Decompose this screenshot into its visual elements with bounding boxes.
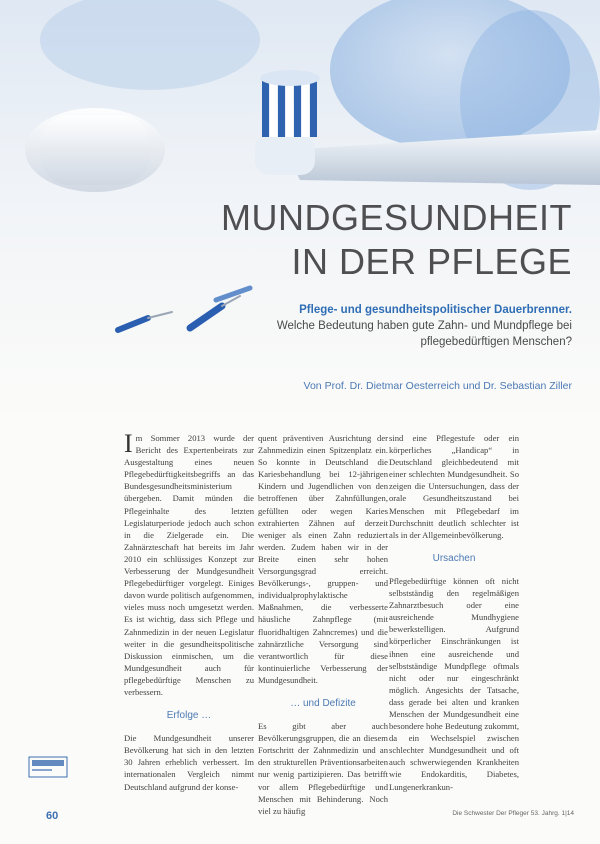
footer-publication: Die Schwester Der Pfleger 53. Jahrg. 1|14 bbox=[452, 810, 574, 817]
drop-cap: I bbox=[124, 429, 133, 458]
subhead-ursachen: Ursachen bbox=[432, 552, 476, 564]
article-lead bbox=[272, 302, 572, 350]
column-2-after: Es gibt aber auch Bevölkerungsgruppen, die an diesem Fortschritt der Zahnmedizin und an den strukturellen Präventionsarbeiten nur wenig partizipieren. Das betrifft vor allem Pflegebedürftige und Menschen mit Behinderung. Noch viel zu häufig bbox=[258, 721, 388, 816]
text-column-1 bbox=[124, 429, 254, 793]
article-title bbox=[221, 196, 572, 284]
subhead-defizite: … und Defizite bbox=[290, 697, 356, 709]
subhead-erfolge: Erfolge … bbox=[166, 710, 212, 722]
page-number: 60 bbox=[46, 810, 59, 822]
text-column-3 bbox=[389, 432, 519, 793]
publisher-logo-icon bbox=[28, 756, 68, 778]
title-line-2: IN DER PFLEGE bbox=[291, 241, 572, 282]
column-1-body: Die Mundgesundheit unserer Bevölkerung hat sich in den letzten 30 Jahren erheblich verbessert. Im internationalen Vergleich nimmt Deutschland aufgrund der konse- bbox=[124, 733, 254, 792]
column-3-after: Pflegebedürftige können oft nicht selbstständig den regelmäßigen Zahnarztbesuch oder eine ausreichende Mundhygiene bewerkstelligen. Aufgrund körperlicher Einschränkungen ist ihnen eine ausreichende und selbstständige Mundpflege oftmals nicht oder nur eingeschränkt möglich. Angesichts der Tatsache, dass gerade bei alten und kranken Menschen der Mundgesundheit eine besondere hohe Bedeutung zukommt, da ein Wechselspiel zwischen schlechter Mundgesundheit und oft auch schwerwiegenden Krankheiten wie Endokarditis, Diabetes, Lungenerkrankun- bbox=[389, 575, 519, 792]
text-column-2 bbox=[258, 432, 388, 817]
column-3-body: sind eine Pflegestufe oder ein körperliches „Handicap“ in Deutschland gleichbedeutend mit einer schlechten Mundgesundheit. So zeigen die Untersuchungen, dass der orale Gesundheitszustand bei Menschen mit Pflegebedarf im Durchschnitt deutlich schlechter ist als in der Allgemeinbevölkerung. bbox=[389, 433, 519, 540]
column-2-body: quent präventiven Ausrichtung der Zahnmedizin einen Spitzenplatz ein. So konnte in Deutschland die Kariesbehandlung bei 12-jährigen Kindern und Jugendlichen von den betroffenen über Zahnfüllungen, gefüllten oder wegen Karies extrahierten Zähnen auf derzeit weniger als einen Zahn reduziert werden. Zudem haben wir in der Breite einen sehr hohen Versorgungsgrad erreicht. Bevölkerungs-, gruppen- und individualprophylaktische Maßnahmen, die verbesserte häusliche Zahnpflege (mit fluoridhaltigen Zahncremes) und die zahnärztliche Versorgung sind verantwortlich für diese kontinuierliche Verbesserung der Mundgesundheit. bbox=[258, 433, 388, 685]
column-1-intro: m Sommer 2013 wurde der Bericht des Expertenbeirats zur Ausgestaltung eines neuen Pflegebedürftigkeitsbegriffs an das Bundesgesundheitsministerium übergeben. Damit münden die Pflegeinhalte des letzten Legislaturperiode jedoch auch schon in die Zielgerade ein. Die Zahnärzteschaft hat bereits im Jahr 2010 ein schlüssiges Konzept zur Verbesserung der Mundgesundheit Pflegebedürftiger vorgelegt. Einiges davon wurde politisch aufgenommen, vieles muss noch umgesetzt werden. Es ist wichtig, dass sich Pflege und Zahnmedizin in der neuen Legislatur weiter in die gesundheitspolitische Diskussion einmischen, um die Mundgesundheit auch für pflegebedürftige Menschen zu verbessern. bbox=[124, 433, 254, 697]
lead-highlight: Pflege- und gesundheitspolitischer Dauerbrenner. bbox=[299, 304, 572, 316]
title-line-1: MUNDGESUNDHEIT bbox=[220, 197, 572, 238]
byline: Von Prof. Dr. Dietmar Oesterreich und Dr. Sebastian Ziller bbox=[303, 380, 572, 392]
lead-text: Welche Bedeutung haben gute Zahn- und Mundpflege bei pflegebedürftigen Menschen? bbox=[276, 320, 572, 348]
